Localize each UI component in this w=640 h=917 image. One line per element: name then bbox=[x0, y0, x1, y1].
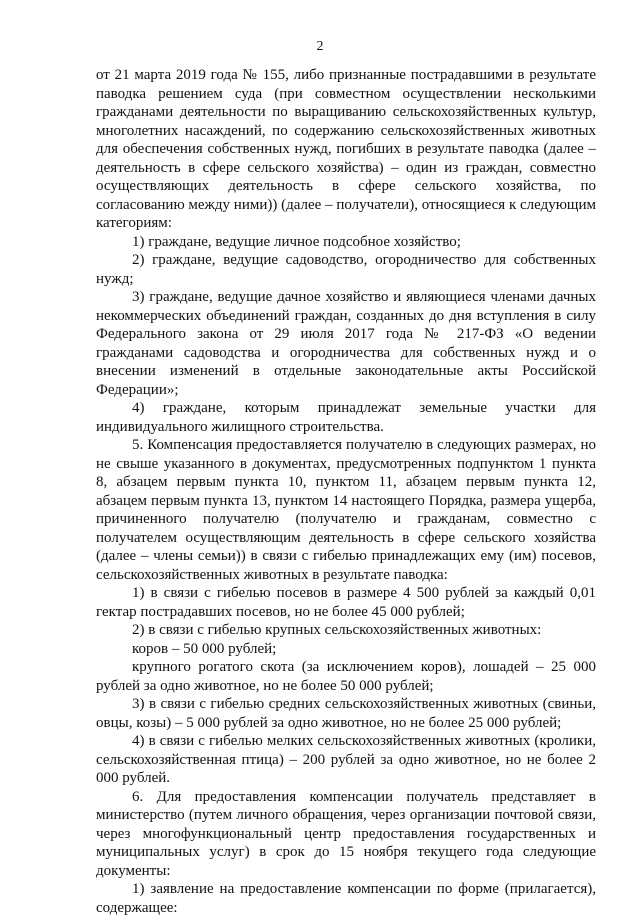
document-body bbox=[96, 66, 596, 917]
paragraph: 2) в связи с гибелью крупных сельскохозяйственных животных: bbox=[132, 622, 542, 638]
paragraph: крупного рогатого скота (за исключением коров), лошадей – 25 000 рублей за одно животное, но не более 50 000 рублей; bbox=[96, 659, 596, 694]
page-number: 2 bbox=[316, 39, 324, 54]
paragraph: коров – 50 000 рублей; bbox=[132, 640, 277, 657]
paragraph: 1) в связи с гибелью посевов в размере 4 500 рублей за каждый 0,01 гектар пострадавших посевов, но не более 45 000 рублей; bbox=[96, 585, 596, 620]
paragraph: 5. Компенсация предоставляется получателю в следующих размерах, но не свыше указанного в документах, предусмотренных подпунктом 1 пункта 8, абзацем первым пункта 10, пунктом 11, абзацем первым пункта 12, абзацем первым пункта 13, пунктом 14 настоящего Порядка, размера ущерба, причиненного получателю (получателю и гражданам, совместно с получателем осуществляющим деятельность в сфере сельского хозяйства (далее – члены семьи)) в связи с гибелью принадлежащих ему (им) посевов, сельскохозяйственных животных в результате паводка: bbox=[96, 437, 596, 583]
paragraph: 1) заявление на предоставление компенсации по форме (прилагается), содержащее: bbox=[96, 881, 596, 916]
paragraph: 4) граждане, которым принадлежат земельные участки для индивидуального жилищного строительства. bbox=[96, 400, 596, 435]
paragraph: 4) в связи с гибелью мелких сельскохозяйственных животных (кролики, сельскохозяйственная птица) – 200 рублей за одно животное, но не более 2 000 рублей. bbox=[96, 733, 596, 786]
paragraph: 2) граждане, ведущие садоводство, огородничество для собственных нужд; bbox=[96, 252, 596, 287]
paragraph: 6. Для предоставления компенсации получатель представляет в министерство (путем личного обращения, через организации почтовой связи, через многофункциональный центр предоставления государственных и муниципальных услуг) в срок до 15 ноября текущего года следующие документы: bbox=[96, 788, 596, 879]
paragraph: 3) в связи с гибелью средних сельскохозяйственных животных (свиньи, овцы, козы) – 5 000 рублей за одно животное, но не более 25 000 рублей; bbox=[96, 696, 596, 731]
paragraph: от 21 марта 2019 года № 155, либо признанные пострадавшими в результате паводка решением суда (при совместном осуществлении несколькими гражданами деятельности по выращиванию сельскохозяйственных культур, многолетних насаждений, по содержанию сельскохозяйственных животных для обеспечения собственных нужд, погибших в результате паводка (далее – деятельность в сфере сельского хозяйства) – один из граждан, совместно осуществляющих деятельность в сфере сельского хозяйства, по согласованию между ними)) (далее – получатели), относящиеся к следующим категориям: bbox=[96, 67, 596, 231]
paragraph: 3) граждане, ведущие дачное хозяйство и являющиеся членами дачных некоммерческих объединений граждан, созданных до дня вступления в силу Федерального закона от 29 июля 2017 года № 217-ФЗ «О ведении гражданами садоводства и огородничества для собственных нужд и о внесении изменений в отдельные законодательные акты Российской Федерации»; bbox=[96, 289, 596, 398]
paragraph: 1) граждане, ведущие личное подсобное хозяйство; bbox=[132, 233, 461, 250]
